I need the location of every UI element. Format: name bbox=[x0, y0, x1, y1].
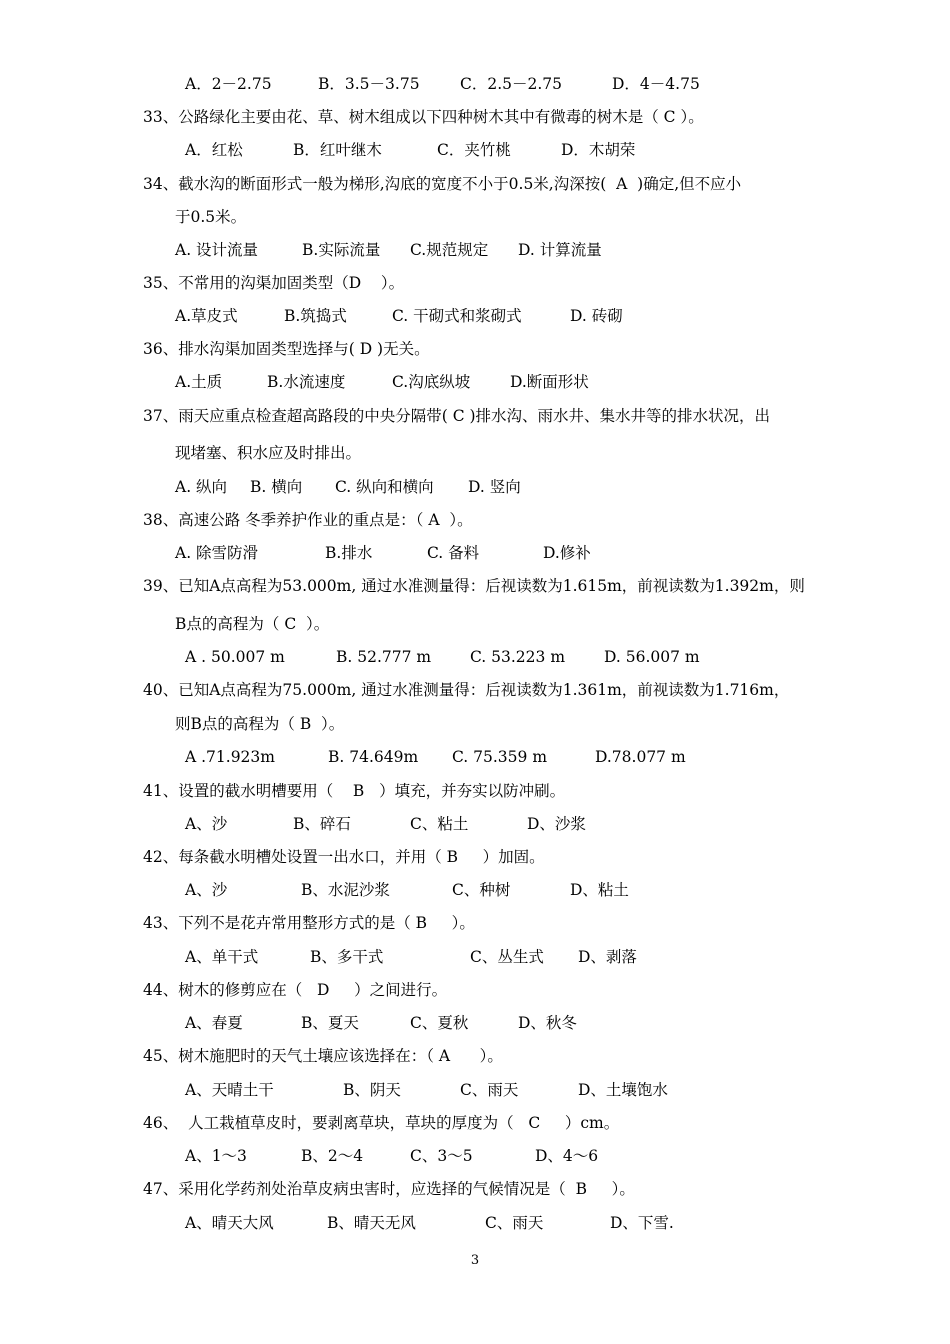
question-line: 则B点的高程为（ B ）。 bbox=[175, 715, 345, 733]
answer-option: A、沙 bbox=[185, 815, 228, 833]
answer-option: C、夏秋 bbox=[410, 1014, 469, 1032]
answer-option: A、沙 bbox=[185, 881, 228, 899]
question-line: 45、树木施肥时的天气土壤应该选择在：（ A ）。 bbox=[143, 1047, 503, 1065]
answer-options bbox=[0, 1011, 950, 1035]
answer-option: B、碎石 bbox=[293, 815, 351, 833]
answer-option: C、雨天 bbox=[460, 1081, 519, 1099]
question-line: 44、树木的修剪应在（ D ）之间进行。 bbox=[143, 981, 448, 999]
answer-option: B.水流速度 bbox=[267, 373, 346, 391]
answer-option: B、阴天 bbox=[343, 1081, 401, 1099]
answer-options bbox=[0, 812, 950, 836]
answer-options bbox=[0, 645, 950, 669]
answer-option: D、下雪. bbox=[610, 1214, 674, 1232]
answer-options bbox=[0, 945, 950, 969]
answer-option: C.规范规定 bbox=[410, 241, 489, 259]
question-line: 33、公路绿化主要由花、草、树木组成以下四种树木其中有微毒的树木是（ C ）。 bbox=[143, 108, 704, 126]
question-line: 41、设置的截水明槽要用（ B ）填充，并夯实以防冲刷。 bbox=[143, 782, 566, 800]
answer-option: B.排水 bbox=[325, 544, 373, 562]
answer-option: B、晴天无风 bbox=[327, 1214, 416, 1232]
answer-options bbox=[0, 304, 950, 328]
answer-option: D.修补 bbox=[543, 544, 591, 562]
answer-option: C. 75.359 m bbox=[452, 748, 548, 766]
answer-option: D、粘土 bbox=[570, 881, 629, 899]
answer-option: B、夏天 bbox=[301, 1014, 359, 1032]
answer-option: D、4～6 bbox=[535, 1147, 599, 1165]
question-line: 36、排水沟渠加固类型选择与( D )无关。 bbox=[143, 340, 430, 358]
answer-options bbox=[0, 238, 950, 262]
answer-option: A .71.923m bbox=[185, 748, 275, 766]
answer-option: D、秋冬 bbox=[518, 1014, 577, 1032]
answer-option: A. 设计流量 bbox=[175, 241, 259, 259]
answer-option: A.土质 bbox=[175, 373, 223, 391]
answer-option: A．红松 bbox=[185, 141, 243, 159]
answer-option: B．红叶继木 bbox=[293, 141, 382, 159]
question-line: 46、 人工栽植草皮时，要剥离草块，草块的厚度为（ C ）cm。 bbox=[143, 1114, 620, 1132]
question-line: 42、每条截水明槽处设置一出水口，并用（ B ）加固。 bbox=[143, 848, 545, 866]
answer-options bbox=[0, 878, 950, 902]
question-line: 37、雨天应重点检查超高路段的中央分隔带( C )排水沟、雨水井、集水井等的排水状况，出 bbox=[143, 407, 771, 425]
answer-option: D、剥落 bbox=[578, 948, 637, 966]
question-line: 39、已知A点高程为53.000m, 通过水准测量得：后视读数为1.615m，前视读数为1.392m，则 bbox=[143, 577, 805, 595]
answer-option: A、1～3 bbox=[185, 1147, 247, 1165]
answer-option: D、沙浆 bbox=[527, 815, 586, 833]
answer-option: B.实际流量 bbox=[302, 241, 381, 259]
answer-option: B. 横向 bbox=[250, 478, 303, 496]
answer-option: A．2－2.75 bbox=[185, 75, 272, 93]
page-number: 3 bbox=[470, 1253, 480, 1268]
answer-option: D. 砖砌 bbox=[570, 307, 623, 325]
answer-option: C. 干砌式和浆砌式 bbox=[392, 307, 522, 325]
answer-option: A. 除雪防滑 bbox=[175, 544, 259, 562]
answer-option: A . 50.007 m bbox=[185, 648, 285, 666]
answer-option: A、单干式 bbox=[185, 948, 259, 966]
answer-option: D．木胡荣 bbox=[561, 141, 636, 159]
answer-options bbox=[0, 1211, 950, 1235]
answer-option: C.沟底纵坡 bbox=[392, 373, 471, 391]
answer-option: C. 纵向和横向 bbox=[335, 478, 434, 496]
question-line: 于0.5米。 bbox=[175, 208, 247, 226]
question-line: 现堵塞、积水应及时排出。 bbox=[175, 444, 362, 462]
answer-option: A、春夏 bbox=[185, 1014, 243, 1032]
answer-options bbox=[0, 1144, 950, 1168]
answer-option: B、水泥沙浆 bbox=[301, 881, 390, 899]
answer-option: D.断面形状 bbox=[510, 373, 589, 391]
answer-option: C．2.5－2.75 bbox=[460, 75, 563, 93]
answer-option: A、天晴土干 bbox=[185, 1081, 274, 1099]
answer-options bbox=[0, 475, 950, 499]
answer-option: A.草皮式 bbox=[175, 307, 238, 325]
answer-option: C、粘土 bbox=[410, 815, 469, 833]
answer-option: C、3～5 bbox=[410, 1147, 473, 1165]
question-line: 40、已知A点高程为75.000m, 通过水准测量得：后视读数为1.361m，前视读数为1.716m， bbox=[143, 681, 790, 699]
question-line: 47、采用化学药剂处治草皮病虫害时，应选择的气候情况是（ B ）。 bbox=[143, 1180, 635, 1198]
answer-option: B．3.5－3.75 bbox=[318, 75, 420, 93]
answer-option: D、土壤饱水 bbox=[578, 1081, 668, 1099]
answer-option: C. 53.223 m bbox=[470, 648, 566, 666]
question-line: 38、高速公路 冬季养护作业的重点是：（ A ）。 bbox=[143, 511, 473, 529]
answer-options bbox=[0, 541, 950, 565]
answer-option: C、丛生式 bbox=[470, 948, 544, 966]
answer-option: C、雨天 bbox=[485, 1214, 544, 1232]
answer-option: B.筑捣式 bbox=[284, 307, 347, 325]
question-line: 43、下列不是花卉常用整形方式的是（ B ）。 bbox=[143, 914, 475, 932]
answer-option: B、多干式 bbox=[310, 948, 384, 966]
answer-option: C. 备料 bbox=[427, 544, 480, 562]
answer-option: C．夹竹桃 bbox=[437, 141, 511, 159]
answer-option: D. 计算流量 bbox=[518, 241, 602, 259]
question-line: 35、不常用的沟渠加固类型（D ）。 bbox=[143, 274, 405, 292]
answer-option: A. 纵向 bbox=[175, 478, 228, 496]
answer-options bbox=[0, 370, 950, 394]
question-line: 34、截水沟的断面形式一般为梯形,沟底的宽度不小于0.5米,沟深按( A )确定,但不应小 bbox=[143, 175, 742, 193]
answer-option: B. 74.649m bbox=[328, 748, 419, 766]
question-line: B点的高程为（ C ）。 bbox=[175, 615, 330, 633]
answer-options bbox=[0, 138, 950, 162]
answer-option: B. 52.777 m bbox=[336, 648, 432, 666]
answer-options bbox=[0, 72, 950, 96]
answer-option: A、晴天大风 bbox=[185, 1214, 274, 1232]
answer-option: D.78.077 m bbox=[595, 748, 686, 766]
answer-options bbox=[0, 1078, 950, 1102]
answer-option: B、2～4 bbox=[301, 1147, 364, 1165]
answer-options bbox=[0, 745, 950, 769]
answer-option: D．4－4.75 bbox=[612, 75, 700, 93]
answer-option: C、种树 bbox=[452, 881, 511, 899]
answer-option: D. 56.007 m bbox=[604, 648, 700, 666]
answer-option: D. 竖向 bbox=[468, 478, 521, 496]
